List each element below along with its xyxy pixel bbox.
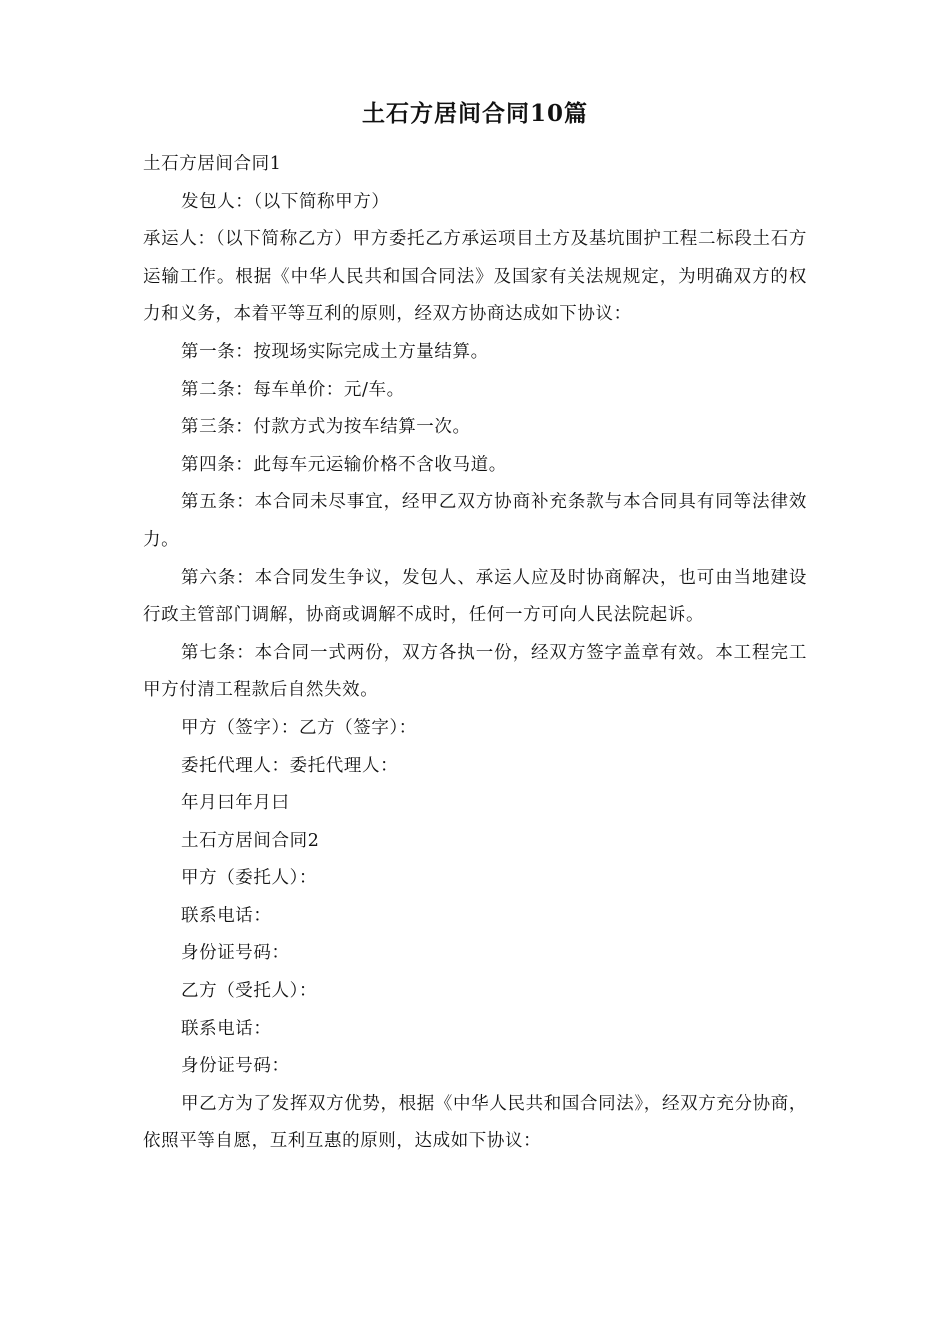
paragraph: 承运人：（以下简称乙方）甲方委托乙方承运项目土方及基坑围护工程二标段土石方运输工作。根据《中华人民共和国合同法》及国家有关法规规定，为明确双方的权力和义务，本着平等互利的原则，经双方协商达成如下协议： [143,229,807,325]
paragraph: 第一条：按现场实际完成土方量结算。 [181,341,489,362]
paragraph: 身份证号码： [181,943,290,964]
paragraph: 第七条：本合同一式两份，双方各执一份，经双方签字盖章有效。本工程完工甲方付清工程款后自然失效。 [143,642,807,701]
paragraph: 第三条：付款方式为按车结算一次。 [181,417,471,438]
paragraph: 发包人：（以下简称甲方） [181,191,390,212]
paragraph: 第二条：每车单价：元/车。 [181,379,405,400]
paragraph: 甲乙方为了发挥双方优势，根据《中华人民共和国合同法》，经双方充分协商，依照平等自愿，互利互惠的原则，达成如下协议： [143,1093,807,1152]
paragraph: 土石方居间合同1 [143,154,282,174]
paragraph: 甲方（签字）：乙方（签字）： [181,717,417,738]
paragraph: 第五条：本合同未尽事宜，经甲乙双方协商补充条款与本合同具有同等法律效力。 [143,492,807,550]
paragraph: 第六条：本合同发生争议，发包人、承运人应及时协商解决，也可由当地建设行政主管部门调解，协商或调解不成时，任何一方可向人民法院起诉。 [143,567,807,626]
paragraph: 委托代理人：委托代理人： [181,755,399,776]
paragraph: 联系电话： [181,905,272,926]
paragraph: 年月曰年月曰 [181,793,290,814]
paragraph: 乙方（受托人）： [181,981,318,1002]
paragraph: 身份证号码： [181,1056,290,1077]
document-body [143,146,807,1161]
paragraph: 第四条：此每车元运输价格不含收马道。 [181,454,507,475]
paragraph: 联系电话： [181,1018,272,1039]
document-title: 土石方居间合同10篇 [361,100,588,127]
paragraph: 土石方居间合同2 [181,830,320,851]
paragraph: 甲方（委托人）： [181,868,318,889]
